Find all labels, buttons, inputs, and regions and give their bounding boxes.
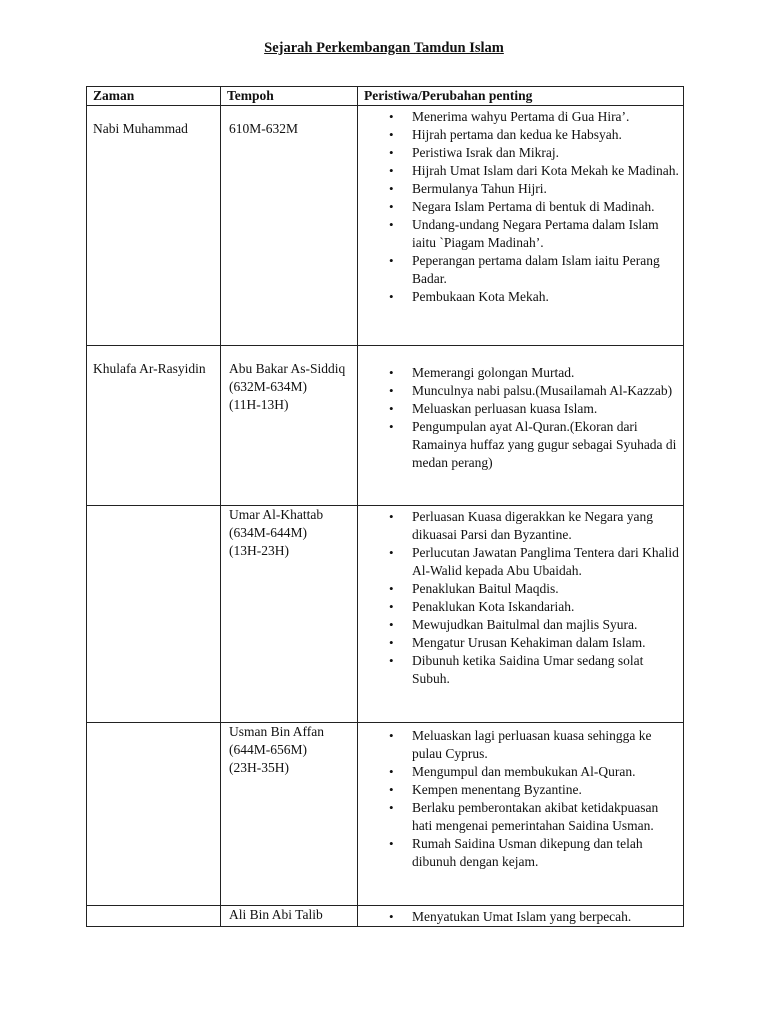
event-item: • Bermulanya Tahun Hijri.	[358, 180, 679, 198]
event-item: • Negara Islam Pertama di bentuk di Madinah.	[358, 198, 679, 216]
table-body	[87, 106, 684, 927]
tempoh-cell	[221, 723, 358, 906]
event-item: • Perlucutan Jawatan Panglima Tentera dari Khalid Al-Walid kepada Abu Ubaidah.	[358, 544, 679, 580]
events-cell	[358, 723, 684, 906]
table-row	[87, 906, 684, 927]
event-item: • Meluaskan lagi perluasan kuasa sehingga ke pulau Cyprus.	[358, 727, 679, 763]
events-cell	[358, 906, 684, 927]
events-cell	[358, 106, 684, 346]
event-item: • Penaklukan Kota Iskandariah.	[358, 598, 679, 616]
event-list	[358, 908, 679, 926]
event-item: • Memerangi golongan Murtad.	[358, 364, 679, 382]
table-row	[87, 506, 684, 723]
tempoh-text: Umar Al-Khattab (634M-644M) (13H-23H)	[229, 507, 324, 558]
event-list	[358, 364, 679, 472]
event-item: • Menyatukan Umat Islam yang berpecah.	[358, 908, 679, 926]
page-title: Sejarah Perkembangan Tamdun Islam	[264, 40, 504, 56]
table-row	[87, 723, 684, 906]
event-item: • Hijrah Umat Islam dari Kota Mekah ke Madinah.	[358, 162, 679, 180]
tempoh-text: Ali Bin Abi Talib	[229, 907, 323, 922]
event-list	[358, 108, 679, 306]
zaman-cell	[87, 906, 221, 927]
events-cell	[358, 506, 684, 723]
event-item: • Pengumpulan ayat Al-Quran.(Ekoran dari Ramainya huffaz yang gugur sebagai Syuhada di medan perang)	[358, 418, 679, 472]
event-item: • Peperangan pertama dalam Islam iaitu Perang Badar.	[358, 252, 679, 288]
tempoh-cell	[221, 906, 358, 927]
zaman-cell: Nabi Muhammad	[87, 106, 221, 346]
header-peristiwa: Peristiwa/Perubahan penting	[358, 87, 684, 106]
tempoh-cell	[221, 506, 358, 723]
event-item: • Pembukaan Kota Mekah.	[358, 288, 679, 306]
history-table	[86, 86, 684, 927]
event-item: • Mewujudkan Baitulmal dan majlis Syura.	[358, 616, 679, 634]
tempoh-text: Usman Bin Affan (644M-656M) (23H-35H)	[229, 724, 324, 775]
tempoh-cell	[221, 346, 358, 506]
tempoh-text: Abu Bakar As-Siddiq (632M-634M) (11H-13H)	[229, 361, 346, 412]
event-item: • Rumah Saidina Usman dikepung dan telah dibunuh dengan kejam.	[358, 835, 679, 871]
event-list	[358, 727, 679, 871]
event-list	[358, 508, 679, 688]
header-zaman: Zaman	[87, 87, 221, 106]
tempoh-text: 610M-632M	[229, 121, 299, 136]
event-item: • Penaklukan Baitul Maqdis.	[358, 580, 679, 598]
table-row	[87, 106, 684, 346]
event-item: • Mengatur Urusan Kehakiman dalam Islam.	[358, 634, 679, 652]
table-header-row	[87, 87, 684, 106]
event-item: • Meluaskan perluasan kuasa Islam.	[358, 400, 679, 418]
event-item: • Kempen menentang Byzantine.	[358, 781, 679, 799]
zaman-cell	[87, 723, 221, 906]
event-item: • Peristiwa Israk dan Mikraj.	[358, 144, 679, 162]
zaman-cell: Khulafa Ar-Rasyidin	[87, 346, 221, 506]
event-item: • Mengumpul dan membukukan Al-Quran.	[358, 763, 679, 781]
table-row	[87, 346, 684, 506]
event-item: • Undang-undang Negara Pertama dalam Islam iaitu `Piagam Madinah’.	[358, 216, 679, 252]
event-item: • Menerima wahyu Pertama di Gua Hira’.	[358, 108, 679, 126]
event-item: • Dibunuh ketika Saidina Umar sedang solat Subuh.	[358, 652, 679, 688]
event-item: • Munculnya nabi palsu.(Musailamah Al-Kazzab)	[358, 382, 679, 400]
event-item: • Perluasan Kuasa digerakkan ke Negara yang dikuasai Parsi dan Byzantine.	[358, 508, 679, 544]
event-item: • Berlaku pemberontakan akibat ketidakpuasan hati mengenai pemerintahan Saidina Usman.	[358, 799, 679, 835]
events-cell	[358, 346, 684, 506]
tempoh-cell	[221, 106, 358, 346]
zaman-cell	[87, 506, 221, 723]
header-tempoh: Tempoh	[221, 87, 358, 106]
event-item: • Hijrah pertama dan kedua ke Habsyah.	[358, 126, 679, 144]
